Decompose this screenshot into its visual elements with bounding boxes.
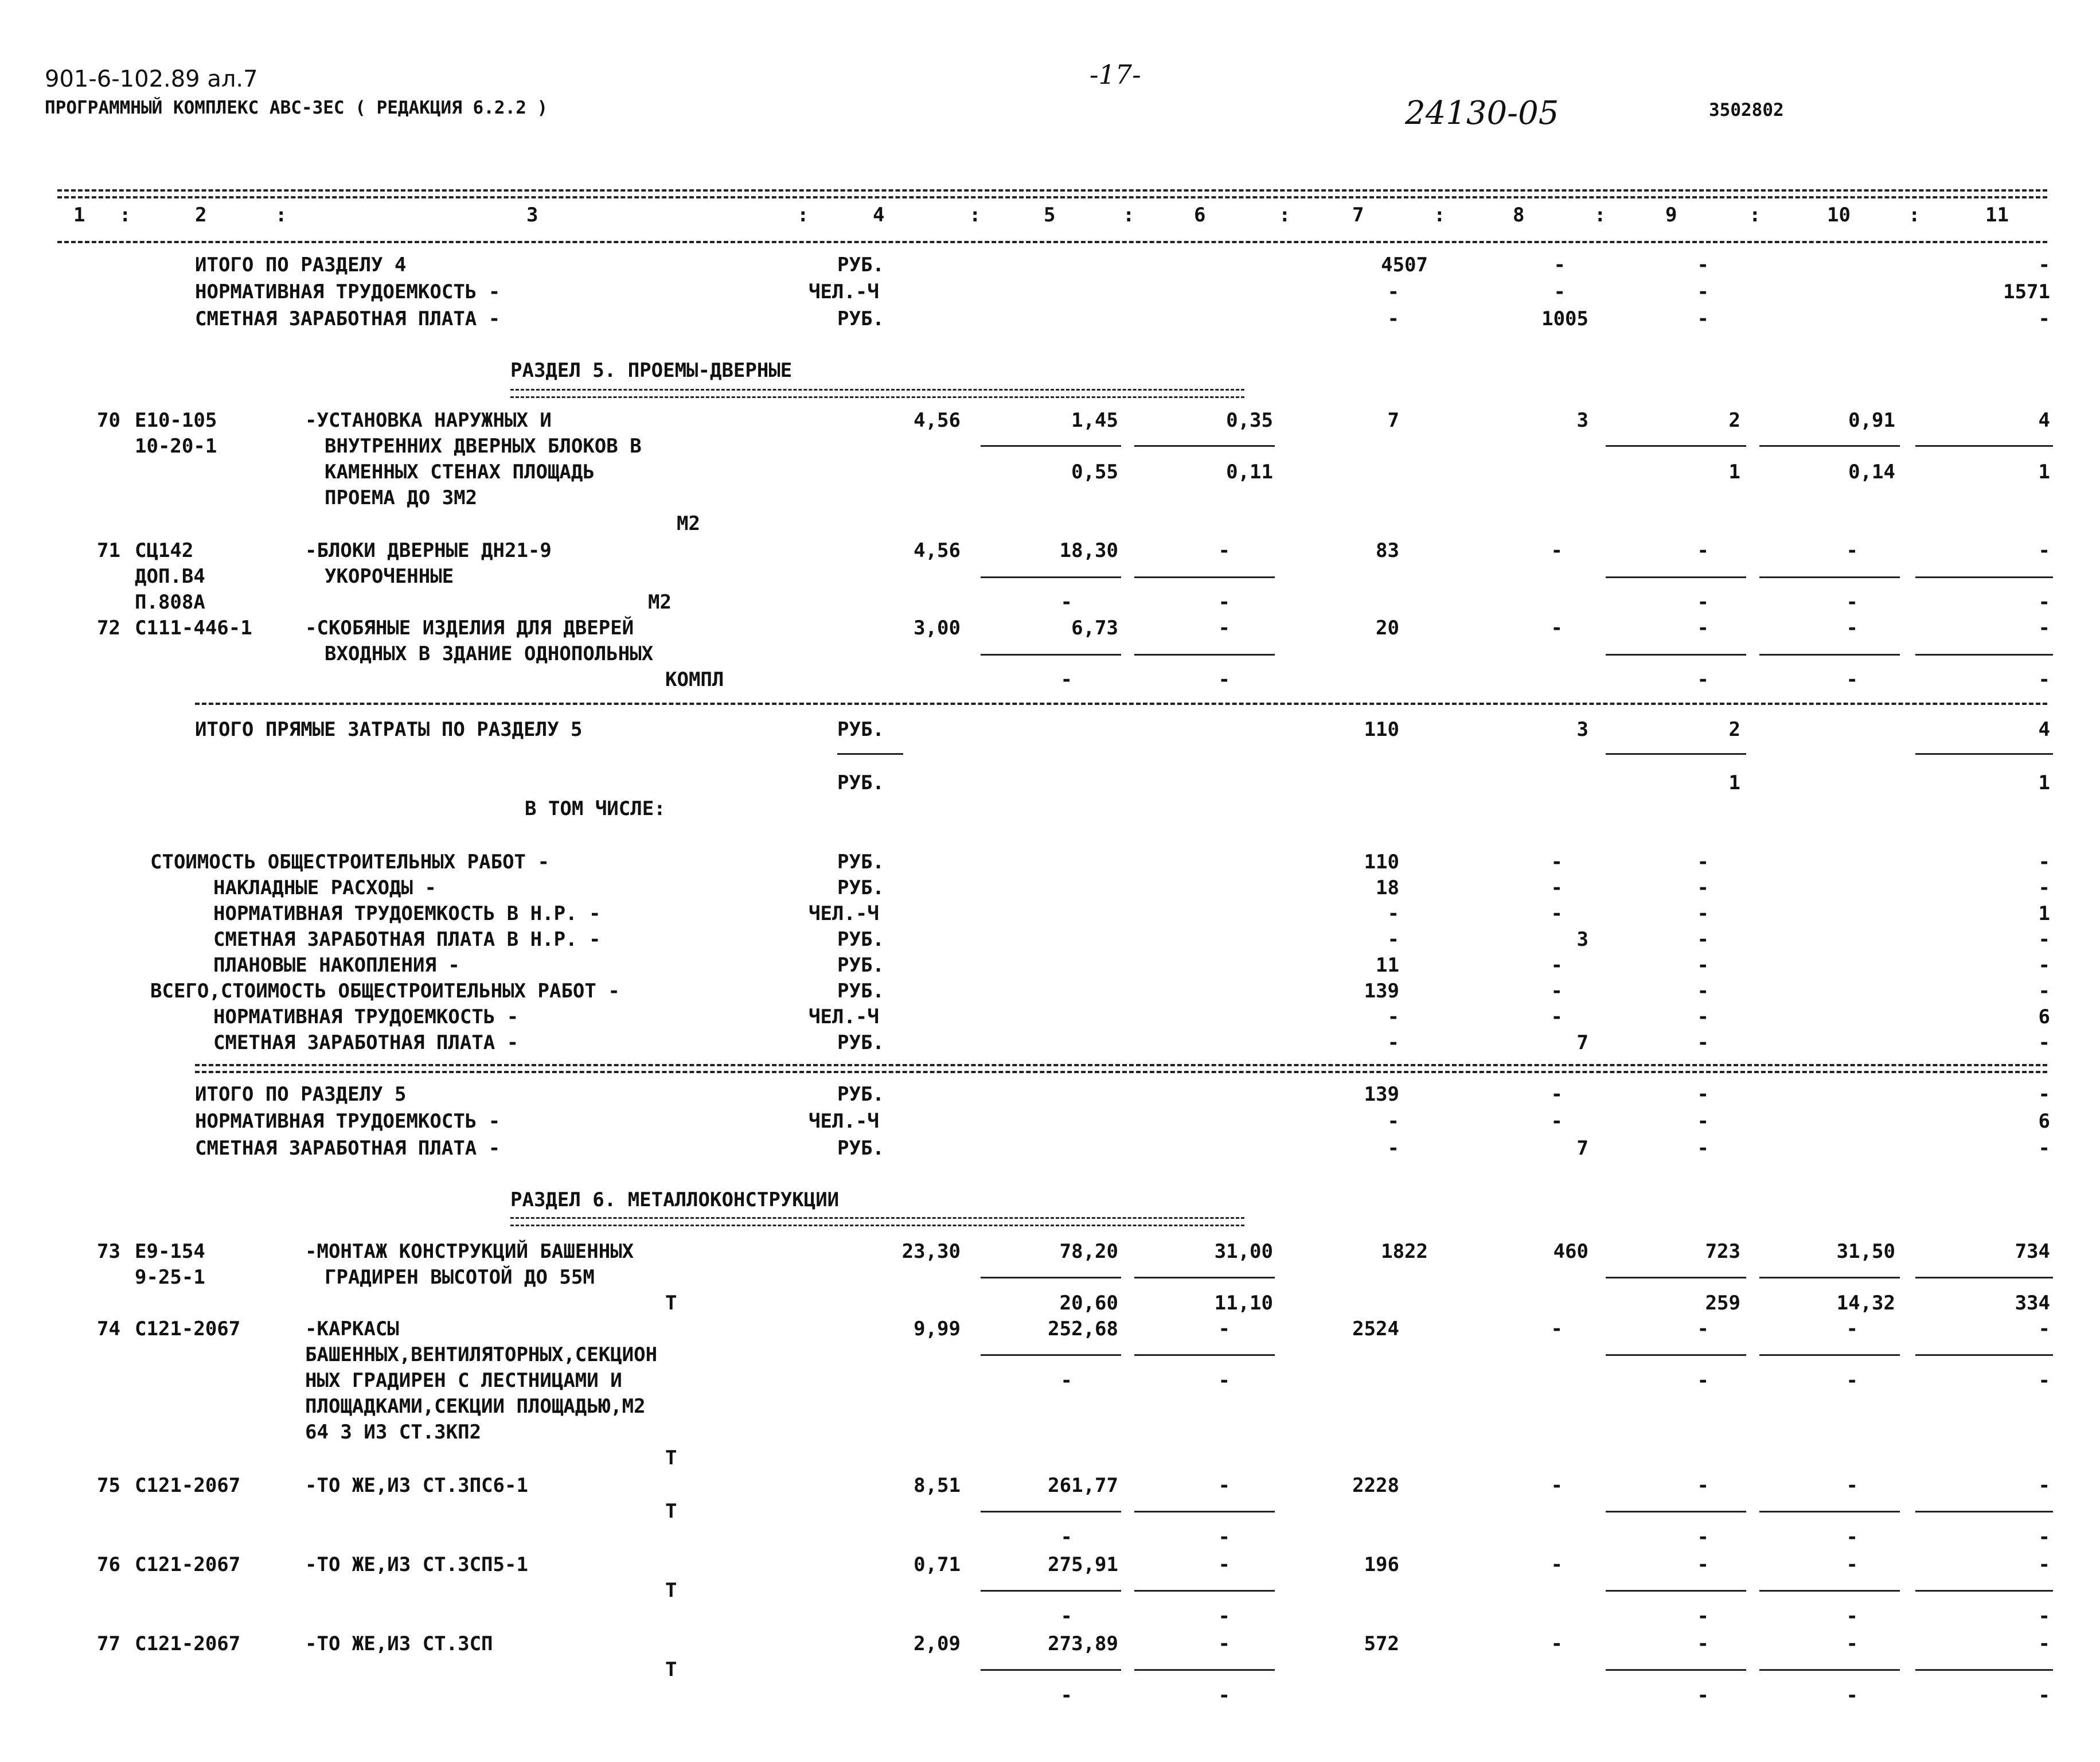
col-header-2: 2 xyxy=(195,204,207,227)
col-header-8: 8 xyxy=(1513,204,1525,227)
rate-code: С111-446-1 xyxy=(135,617,252,640)
header-bottom-rule xyxy=(57,241,2047,243)
col-header-3: 3 xyxy=(526,204,538,227)
rate-code: С121-2067 xyxy=(135,1632,241,1655)
row-number: 70 xyxy=(97,409,120,432)
section-6-title: РАЗДЕЛ 6. МЕТАЛЛОКОНСТРУКЦИИ xyxy=(510,1188,840,1211)
rate-code: С121-2067 xyxy=(135,1317,241,1340)
section-rule-2 xyxy=(195,1071,2047,1073)
unit: М2 xyxy=(677,512,700,535)
work-description: -ТО ЖЕ,ИЗ СТ.3СП xyxy=(305,1632,493,1655)
work-description: -ТО ЖЕ,ИЗ СТ.3ПС6-1 xyxy=(305,1474,528,1497)
row-number: 72 xyxy=(97,617,120,640)
row-number: 75 xyxy=(97,1474,120,1497)
handwritten-code: 24130-05 xyxy=(1405,95,1559,132)
row-number: 77 xyxy=(97,1632,120,1655)
work-description: -БЛОКИ ДВЕРНЫЕ ДН21-9 xyxy=(305,539,552,562)
unit: Т xyxy=(665,1658,677,1681)
document-page: 901-6-102.89 ал.7 ПРОГРАММНЫЙ КОМПЛЕКС АВС-ЗЕС ( РЕДАКЦИЯ 6.2.2 ) -17- 24130-05 3502802 1 : 2 : 3 : 4 : 5 : 6 : 7 : 8 : 9 : 10 : 11 ИТОГО ПО РАЗДЕЛУ 4 РУБ. 4507 - - - НОРМАТИВНАЯ ТРУДОЕМКОСТЬ - ЧЕЛ.-Ч - - - 1571 СМЕТНАЯ ЗАРАБОТНАЯ ПЛАТА - РУБ. - 1005 - - РАЗДЕЛ 5. ПРОЕМЫ-ДВЕРНЫЕ 70 Е10-105 10-20-1 -УСТАНОВКА НАРУЖНЫХ И ВНУТРЕННИХ ДВЕРНЫХ БЛОКОВ В КАМЕННЫХ СТЕНАХ ПЛОЩАДЬ ПРОЕМА ДО 3М2 М2 4,56 1,45 0,35 7 3 2 0,91 4 0,55 0,11 1 0,14 1 71 СЦ142 ДОП.В4 П.808А -БЛОКИ ДВЕРНЫЕ ДН21-9 УКОРОЧЕННЫЕ М2 4,56 18,30 - 83 - - - - - - - - - 72 С111-446-1 -СКОБЯНЫЕ ИЗДЕЛИЯ ДЛЯ ДВЕРЕЙ ВХОДНЫХ В ЗДАНИЕ ОДНОПОЛЬНЫХ КОМПЛ 3,00 6,73 - 20 - - - - - - - - - ИТОГО ПРЯМЫЕ ЗАТРАТЫ ПО РАЗДЕЛУ 5 РУБ. 110 3 2 4 РУБ. 1 1 В ТОМ ЧИСЛЕ: СТОИМОСТЬ ОБЩЕСТРОИТЕЛЬНЫХ РАБОТ - РУБ. 110 - - - НАКЛАДНЫЕ РАСХОДЫ - РУБ. 18 - - - НОРМАТИВНАЯ ТРУДОЕМКОСТЬ В Н.Р. - ЧЕЛ.-Ч - - - 1 СМЕТНАЯ ЗАРАБОТНАЯ ПЛАТА В Н.Р. - РУБ. - 3 - - ПЛАНОВЫЕ НАКОПЛЕНИЯ - РУБ. 11 - - - ВСЕГО,СТОИМОСТЬ ОБЩЕСТРОИТЕЛЬНЫХ РАБОТ - РУБ. 139 - - - НОРМАТИВНАЯ ТРУДОЕМКОСТЬ - ЧЕЛ.-Ч - - - 6 СМЕТНАЯ ЗАРАБОТНАЯ ПЛАТА - РУБ. - 7 - - ИТОГО ПО РАЗДЕЛУ 5 РУБ. 139 - - - НОРМАТИВНАЯ ТРУДОЕМКОСТЬ - ЧЕЛ.-Ч - - - 6 СМЕТНАЯ ЗАРАБОТНАЯ ПЛАТА - РУБ. - 7 - - РАЗДЕЛ 6. МЕТАЛЛОКОНСТРУКЦИИ 73 Е9-154 9-25-1 -МОНТАЖ КОНСТРУКЦИЙ БАШЕННЫХ ГРАДИРЕН ВЫСОТОЙ ДО 55М Т 23,30 78,20 31,00 1822 460 723 31,50 734 20,60 11,10 259 14,32 334 74 С121-2067 -КАРКАСЫ БАШЕННЫХ,ВЕНТИЛЯТОРНЫХ,СЕКЦИОН НЫХ ГРАДИРЕН С ЛЕСТНИЦАМИ И ПЛОЩАДКАМИ,СЕКЦИИ ПЛОЩАДЬЮ,М2 64 З ИЗ СТ.3КП2 Т 9,99 252,68 - 2524 - - - - - - - - - 75 С121-2067 -ТО ЖЕ,ИЗ СТ.3ПС6-1 Т 8,51 261,77 - 2228 - - - - - - - - - 76 С121-2067 -ТО ЖЕ,ИЗ СТ.3СП5-1 Т 0,71 275,91 - 196 - - - - - - - - - 77 С121-2067 -ТО ЖЕ,ИЗ СТ.3СП Т 2,09 273,89 - 572 - - - - - - - - - xyxy=(0,0,2100,1762)
row-number: 74 xyxy=(97,1317,120,1340)
work-description: -СКОБЯНЫЕ ИЗДЕЛИЯ ДЛЯ ДВЕРЕЙ xyxy=(305,617,634,640)
rate-code: Е10-105 xyxy=(135,409,217,432)
section-rule xyxy=(195,1064,2047,1066)
document-code: 901-6-102.89 ал.7 xyxy=(45,66,258,92)
unit: Т xyxy=(665,1579,677,1602)
header-top-rule-2 xyxy=(57,196,2047,198)
work-description: -УСТАНОВКА НАРУЖНЫХ И xyxy=(305,409,552,432)
unit: Т xyxy=(665,1500,677,1523)
col-header-4: 4 xyxy=(873,204,885,227)
header-top-rule xyxy=(57,189,2047,192)
program-name: ПРОГРАММНЫЙ КОМПЛЕКС АВС-ЗЕС ( РЕДАКЦИЯ 6.2.2 ) xyxy=(45,98,548,118)
rate-code: СЦ142 xyxy=(135,539,194,562)
col-header-11: 11 xyxy=(1985,204,2009,227)
col-header-9: 9 xyxy=(1665,204,1677,227)
title-underline xyxy=(510,389,1244,398)
unit: Т xyxy=(665,1292,677,1315)
rate-code: С121-2067 xyxy=(135,1553,241,1576)
col-header-7: 7 xyxy=(1352,204,1364,227)
section-rule xyxy=(195,703,2047,705)
title-underline xyxy=(510,1217,1244,1226)
document-number: 3502802 xyxy=(1709,100,1784,120)
total-label: ИТОГО ПО РАЗДЕЛУ 4 xyxy=(195,254,407,276)
unit: М2 xyxy=(648,591,672,614)
col-header-10: 10 xyxy=(1827,204,1851,227)
work-description: -КАРКАСЫ xyxy=(305,1317,399,1340)
unit: КОМПЛ xyxy=(665,668,724,691)
col-header-5: 5 xyxy=(1044,204,1056,227)
page-number: -17- xyxy=(1090,59,1141,90)
rate-code: С121-2067 xyxy=(135,1474,241,1497)
row-number: 71 xyxy=(97,539,120,562)
work-description: -МОНТАЖ КОНСТРУКЦИЙ БАШЕННЫХ xyxy=(305,1240,634,1263)
section-5-title: РАЗДЕЛ 5. ПРОЕМЫ-ДВЕРНЫЕ xyxy=(510,359,793,382)
col-header-1: 1 xyxy=(73,204,85,227)
col-header-6: 6 xyxy=(1194,204,1206,227)
row-number: 73 xyxy=(97,1240,120,1263)
unit: Т xyxy=(665,1447,677,1469)
rate-code: Е9-154 xyxy=(135,1240,205,1263)
including-label: В ТОМ ЧИСЛЕ: xyxy=(525,797,666,820)
row-number: 76 xyxy=(97,1553,120,1576)
work-description: -ТО ЖЕ,ИЗ СТ.3СП5-1 xyxy=(305,1553,528,1576)
